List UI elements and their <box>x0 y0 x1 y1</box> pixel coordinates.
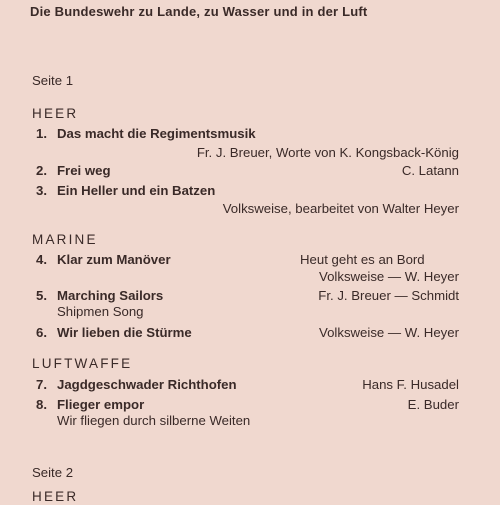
track-credit: E. Buder <box>407 397 459 412</box>
track-credit: C. Latann <box>401 163 459 178</box>
track-title: Flieger empor <box>57 397 145 412</box>
track-credit: Volksweise — W. Heyer <box>319 269 459 284</box>
track-subtitle: Wir fliegen durch silberne Weiten <box>57 413 251 428</box>
section-heading-heer-side-2: HEER <box>32 489 79 504</box>
track-title: Wir lieben die Stürme <box>57 325 192 340</box>
section-heading-luftwaffe: LUFTWAFFE <box>32 356 133 371</box>
track-subtitle: Shipmen Song <box>57 304 144 319</box>
track-number: 3. <box>36 183 47 198</box>
side-1-label: Seite 1 <box>32 73 74 88</box>
track-number: 5. <box>36 288 47 303</box>
track-title: Ein Heller und ein Batzen <box>57 183 216 198</box>
track-number: 6. <box>36 325 47 340</box>
track-credit: Volksweise — W. Heyer <box>319 325 459 340</box>
track-title: Marching Sailors <box>57 288 164 303</box>
track-number: 2. <box>36 163 47 178</box>
track-number: 7. <box>36 377 47 392</box>
section-heading-heer: HEER <box>32 106 79 121</box>
track-credit: Fr. J. Breuer — Schmidt <box>318 288 459 303</box>
page-title: Die Bundeswehr zu Lande, zu Wasser und in der Luft <box>30 4 368 19</box>
track-title: Das macht die Regimentsmusik <box>57 126 256 141</box>
section-heading-marine: MARINE <box>32 232 98 247</box>
side-2-label: Seite 2 <box>32 465 74 480</box>
track-subtitle: Heut geht es an Bord <box>300 252 425 267</box>
track-credit: Fr. J. Breuer, Worte von K. Kongsback-König <box>196 145 459 160</box>
track-title: Frei weg <box>57 163 111 178</box>
track-number: 8. <box>36 397 47 412</box>
track-title: Klar zum Manöver <box>57 252 171 267</box>
track-number: 1. <box>36 126 47 141</box>
track-title: Jagdgeschwader Richthofen <box>57 377 237 392</box>
track-number: 4. <box>36 252 47 267</box>
track-credit: Hans F. Husadel <box>362 377 459 392</box>
track-credit: Volksweise, bearbeitet von Walter Heyer <box>222 201 459 216</box>
